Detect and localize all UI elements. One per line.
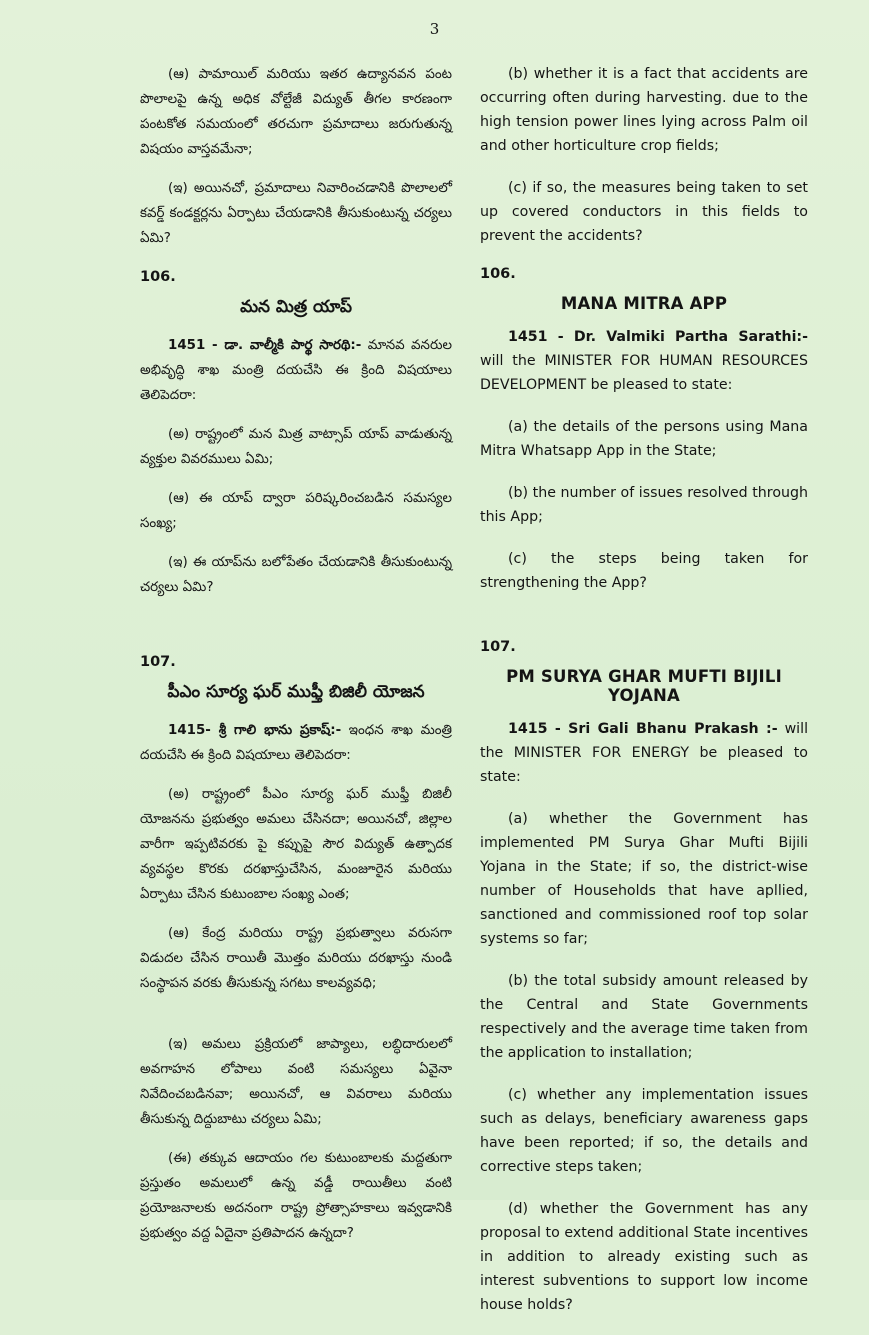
telugu-q106-intro [140,333,452,408]
telugu-q105-part-c: (ఇ) అయినచో, ప్రమాదాలు నివారించడానికి పొలాలలో కవర్డ్ కండక్టర్లను ఏర్పాటు చేయడానికి తీసుకుంటున్న చర్యలు ఏమి? [140,181,452,246]
telugu-q106-part-c: (ఇ) ఈ యాప్‌ను బలోపేతం చేయడానికి తీసుకుంటున్న చర్యలు ఏమి? [140,555,452,595]
english-question-107-title: PM SURYA GHAR MUFTI BIJILI YOJANA [506,667,782,705]
telugu-q107-intro-text: ఇంధన శాఖ మంత్రి దయచేసి ఈ క్రింది విషయాలు తెలిపెదరా: [140,723,452,763]
page-number: 3 [429,20,440,38]
telugu-q106-intro-text: మానవ వనరుల అభివృద్ధి శాఖ మంత్రి దయచేసి ఈ క్రింది విషయాలు తెలిపెదరా: [140,338,453,403]
english-q106-intro-text: will the MINISTER FOR HUMAN RESOURCES DEVELOPMENT be pleased to state: [480,353,808,393]
telugu-q107-member: 1415- శ్రీ గాలి భాను ప్రకాష్:- [168,723,342,738]
english-question-number-106: 106. [480,266,516,282]
telugu-question-107-title: పీఎం సూర్య ఘర్ ముఫ్తీ బిజిలీ యోజన [167,682,425,702]
telugu-q106-member: 1451 - డా. వాల్మీకి పార్థ సారథి:- [168,338,362,353]
telugu-column [140,62,452,1260]
telugu-q107-part-a: (అ) రాష్ట్రంలో పీఎం సూర్య ఘర్ ముఫ్తీ బిజిలీ యోజనను ప్రభుత్వం అమలు చేసినదా; అయినచో, జిల్లాల వారీగా ఇప్పటివరకు పై కప్పుపై సౌర విద్యుత్ ఉత్పాదక వ్యవస్థల కొరకు దరఖాస్తుచేసిన, మంజూరైన మరియు ఏర్పాటు చేసిన కుటుంబాల సంఖ్య ఎంత; [140,787,452,902]
english-question-106-title: MANA MITRA APP [560,294,728,313]
telugu-q107-part-d: (ఈ) తక్కువ ఆదాయం గల కుటుంబాలకు మద్దతుగా ప్రస్తుతం అమలులో ఉన్న వడ్డీ రాయితీలు వంటి ప్రయోజనాలకు అదనంగా రాష్ట్ర ప్రోత్సాహకాలు ఇవ్వడానికి ప్రభుత్వం వద్ద ఏదైనా ప్రతిపాదన ఉన్నదా? [140,1151,452,1241]
english-q106-part-b: (b) the number of issues resolved through this App; [480,485,808,525]
telugu-q106-part-a: (అ) రాష్ట్రంలో మన మిత్ర వాట్సాప్ యాప్ వాడుతున్న వ్యక్తుల వివరములు ఏమి; [140,427,452,467]
english-q106-part-c: (c) the steps being taken for strengthening the App? [480,551,808,591]
telugu-q106-part-b: (ఆ) ఈ యాప్ ద్వారా పరిష్కరించబడిన సమస్యల సంఖ్య; [140,491,452,531]
english-q106-intro [480,325,808,397]
telugu-question-number-107: 107. [140,654,176,670]
telugu-question-number-106: 106. [140,269,176,285]
telugu-q107-part-c: (ఇ) అమలు ప్రక్రియలో జాప్యాలు, లబ్ధిదారులలో అవగాహన లోపాలు వంటి సమస్యలు ఏవైనా నివేదించబడినవా; అయినచో, ఆ వివరాలు మరియు తీసుకున్న దిద్దుబాటు చర్యలు ఏమి; [140,1037,452,1127]
english-q105-part-b: (b) whether it is a fact that accidents are occurring often during harvesting. due to the high tension power lines lying across Palm oil and other horticulture crop fields; [480,66,808,154]
english-q106-member: 1451 - Dr. Valmiki Partha Sarathi:- [508,329,808,345]
english-q107-intro-text: will the MINISTER FOR ENERGY be pleased to state: [480,721,809,785]
telugu-question-106-title: మన మిత్ర యాప్ [240,297,352,317]
english-q105-part-c: (c) if so, the measures being taken to set up covered conductors in this fields to prevent the accidents? [480,180,808,244]
english-column [480,62,808,1335]
english-question-number-107: 107. [480,639,516,655]
english-q106-part-a: (a) the details of the persons using Mana Mitra Whatsapp App in the State; [480,419,808,459]
telugu-q107-part-b: (ఆ) కేంద్ర మరియు రాష్ట్ర ప్రభుత్వాలు వరుసగా విడుదల చేసిన రాయితీ మొత్తం మరియు దరఖాస్తు నుండి సంస్థాపన వరకు తీసుకున్న సగటు కాలవ్యవధి; [140,926,452,991]
english-q107-part-b: (b) the total subsidy amount released by the Central and State Governments respectively and the average time taken from the application to installation; [480,973,808,1061]
english-q107-member: 1415 - Sri Gali Bhanu Prakash :- [508,721,778,737]
english-q107-part-d: (d) whether the Government has any proposal to extend additional State incentives in addition to already existing such as interest subventions to support low income house holds? [480,1201,808,1313]
english-q107-part-c: (c) whether any implementation issues such as delays, beneficiary awareness gaps have been reported; if so, the details and corrective steps taken; [480,1087,808,1175]
telugu-q105-part-b: (ఆ) పామాయిల్ మరియు ఇతర ఉద్యానవన పంట పొలాలపై ఉన్న అధిక వోల్టేజీ విద్యుత్ తీగల కారణంగా పంటకోత సమయంలో తరచుగా ప్రమాదాలు జరుగుతున్న విషయం వాస్తవమేనా; [140,67,452,157]
english-q107-intro [480,717,808,789]
english-q107-part-a: (a) whether the Government has implemented PM Surya Ghar Mufti Bijili Yojana in the State; if so, the district-wise number of Households that have apllied, sanctioned and commissioned roof top solar systems so far; [480,811,808,947]
telugu-q107-intro [140,718,452,768]
